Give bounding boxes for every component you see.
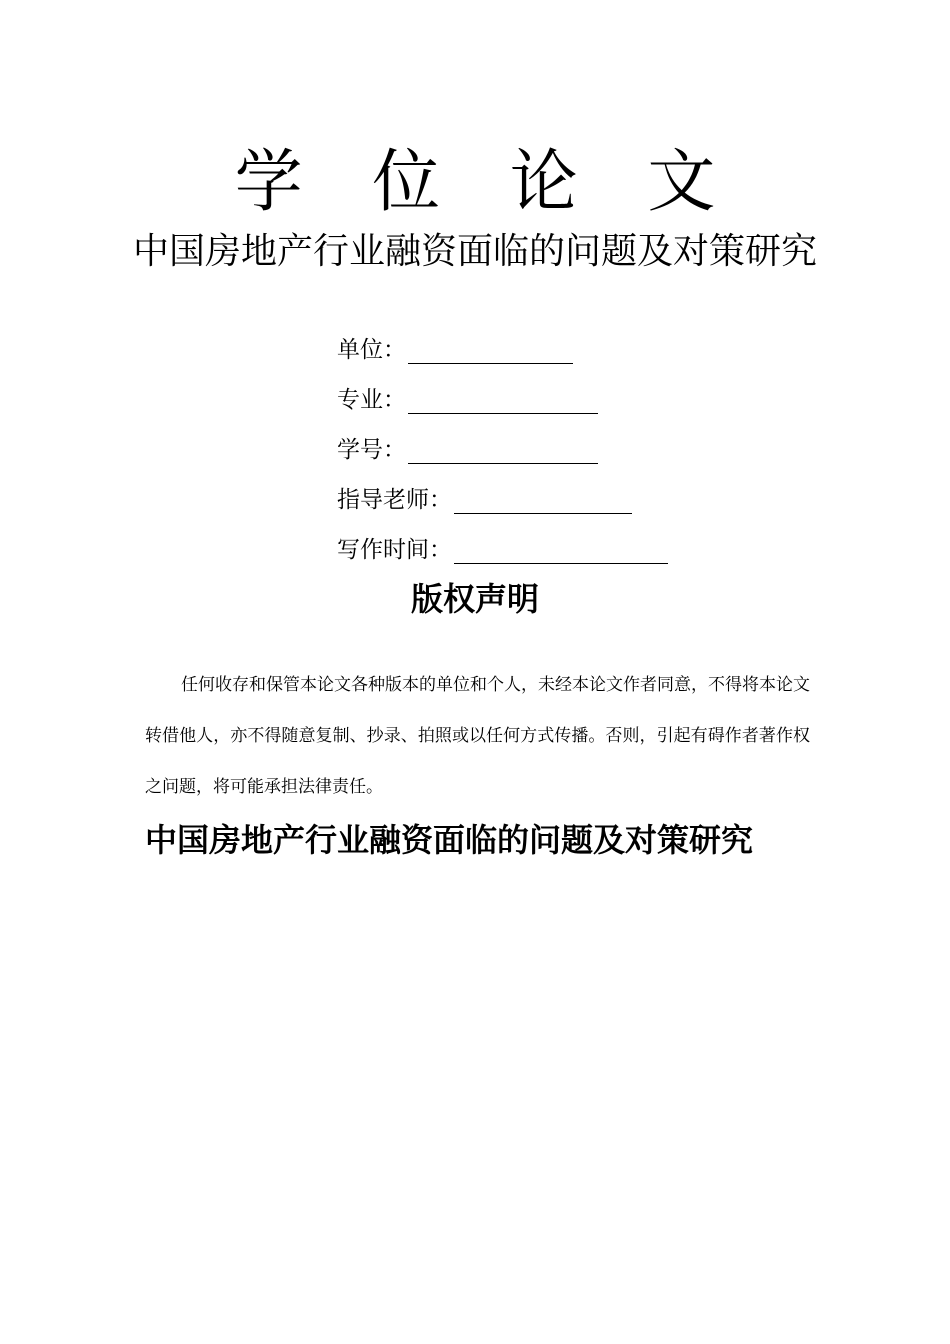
field-writing-time-label: 写作时间： — [337, 537, 452, 563]
field-writing-time-blank — [454, 541, 668, 564]
document-type-title: 学 位 论 文 — [234, 143, 740, 222]
copyright-heading: 版权声明 — [410, 580, 539, 618]
field-advisor-label: 指导老师： — [337, 487, 452, 513]
copyright-paragraph: 任何收存和保管本论文各种版本的单位和个人，未经本论文作者同意，不得将本论文转借他人，亦不得随意复制、抄录、拍照或以任何方式传播。否则，引起有碍作者著作权之问题，将可能承担法律责任。 — [145, 675, 810, 797]
field-student-id-label: 学号： — [337, 437, 406, 463]
field-writing-time — [337, 536, 668, 564]
field-unit — [337, 336, 573, 364]
field-student-id — [337, 436, 598, 464]
field-advisor — [337, 486, 632, 514]
field-major — [337, 386, 598, 414]
field-student-id-blank — [408, 441, 598, 464]
field-major-blank — [408, 391, 598, 414]
body-title: 中国房地产行业融资面临的问题及对策研究 — [145, 821, 754, 859]
field-unit-blank — [408, 341, 573, 364]
field-advisor-blank — [454, 491, 632, 514]
field-unit-label: 单位： — [337, 337, 406, 363]
thesis-title: 中国房地产行业融资面临的问题及对策研究 — [132, 231, 817, 272]
field-major-label: 专业： — [337, 387, 406, 413]
